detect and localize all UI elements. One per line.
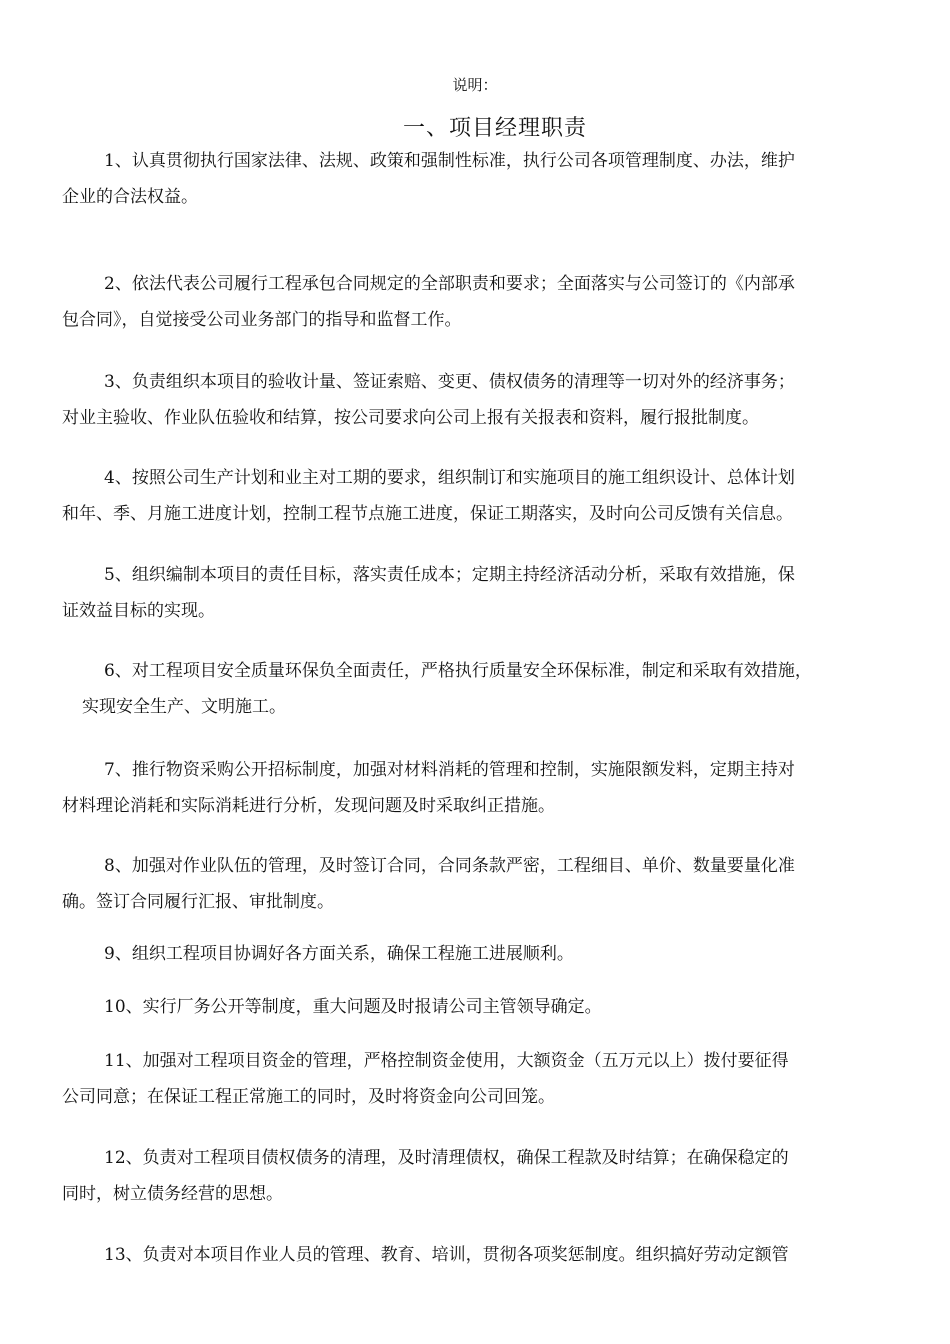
duty-item-line: 9、组织工程项目协调好各方面关系，确保工程施工进展顺利。 <box>104 944 574 964</box>
duty-item-line: 6、对工程项目安全质量环保负全面责任，严格执行质量安全环保标准，制定和采取有效措施， <box>104 661 812 681</box>
duty-item-13 <box>62 1237 938 1273</box>
duty-item-line: 包合同》，自觉接受公司业务部门的指导和监督工作。 <box>62 310 462 330</box>
duty-item-line: 对业主验收、作业队伍验收和结算，按公司要求向公司上报有关报表和资料，履行报批制度。 <box>62 408 759 428</box>
note-label: 说明： <box>452 76 498 94</box>
duty-item-12 <box>62 1140 938 1212</box>
duty-item-1 <box>62 143 938 215</box>
duty-item-line: 12、负责对工程项目债权债务的清理，及时清理债权，确保工程款及时结算；在确保稳定的 <box>104 1148 789 1168</box>
duty-item-5 <box>62 557 938 629</box>
duty-item-line: 和年、季、月施工进度计划，控制工程节点施工进度，保证工期落实，及时向公司反馈有关信息。 <box>62 504 793 524</box>
duty-item-8 <box>62 848 938 920</box>
duty-item-line: 8、加强对作业队伍的管理，及时签订合同，合同条款严密，工程细目、单价、数量要量化准 <box>104 856 795 876</box>
duty-item-line: 企业的合法权益。 <box>62 187 198 207</box>
duty-item-line: 公司同意；在保证工程正常施工的同时，及时将资金向公司回笼。 <box>62 1087 555 1107</box>
duty-item-line: 确。签订合同履行汇报、审批制度。 <box>62 892 334 912</box>
duty-item-line: 4、按照公司生产计划和业主对工期的要求，组织制订和实施项目的施工组织设计、总体计划 <box>104 468 795 488</box>
duty-item-line: 11、加强对工程项目资金的管理，严格控制资金使用，大额资金（五万元以上）拨付要征得 <box>104 1051 789 1071</box>
duty-item-line: 3、负责组织本项目的验收计量、签证索赔、变更、债权债务的清理等一切对外的经济事务； <box>104 372 795 392</box>
duty-item-2 <box>62 266 938 338</box>
duty-item-line: 实现安全生产、文明施工。 <box>82 697 286 717</box>
duty-item-line: 7、推行物资采购公开招标制度，加强对材料消耗的管理和控制，实施限额发料，定期主持对 <box>104 760 795 780</box>
duty-item-line: 10、实行厂务公开等制度，重大问题及时报请公司主管领导确定。 <box>104 997 602 1017</box>
duty-item-4 <box>62 460 938 532</box>
duty-item-line: 13、负责对本项目作业人员的管理、教育、培训，贯彻各项奖惩制度。组织搞好劳动定额管 <box>104 1245 789 1265</box>
duty-item-11 <box>62 1043 938 1115</box>
duty-item-line: 5、组织编制本项目的责任目标，落实责任成本；定期主持经济活动分析，采取有效措施，保 <box>104 565 795 585</box>
duty-item-line: 同时，树立债务经营的思想。 <box>62 1184 283 1204</box>
duty-item-9 <box>62 936 938 972</box>
duty-item-10 <box>62 989 938 1025</box>
duty-item-line: 1、认真贯彻执行国家法律、法规、政策和强制性标准，执行公司各项管理制度、办法，维护 <box>104 151 795 171</box>
duty-item-line: 2、依法代表公司履行工程承包合同规定的全部职责和要求；全面落实与公司签订的《内部承 <box>104 274 795 294</box>
page-title: 一、项目经理职责 <box>402 116 587 141</box>
duty-item-7 <box>62 752 938 824</box>
duty-item-3 <box>62 364 938 436</box>
duty-item-6 <box>62 653 938 725</box>
duty-item-line: 证效益目标的实现。 <box>62 601 215 621</box>
duty-item-line: 材料理论消耗和实际消耗进行分析，发现问题及时采取纠正措施。 <box>62 796 555 816</box>
